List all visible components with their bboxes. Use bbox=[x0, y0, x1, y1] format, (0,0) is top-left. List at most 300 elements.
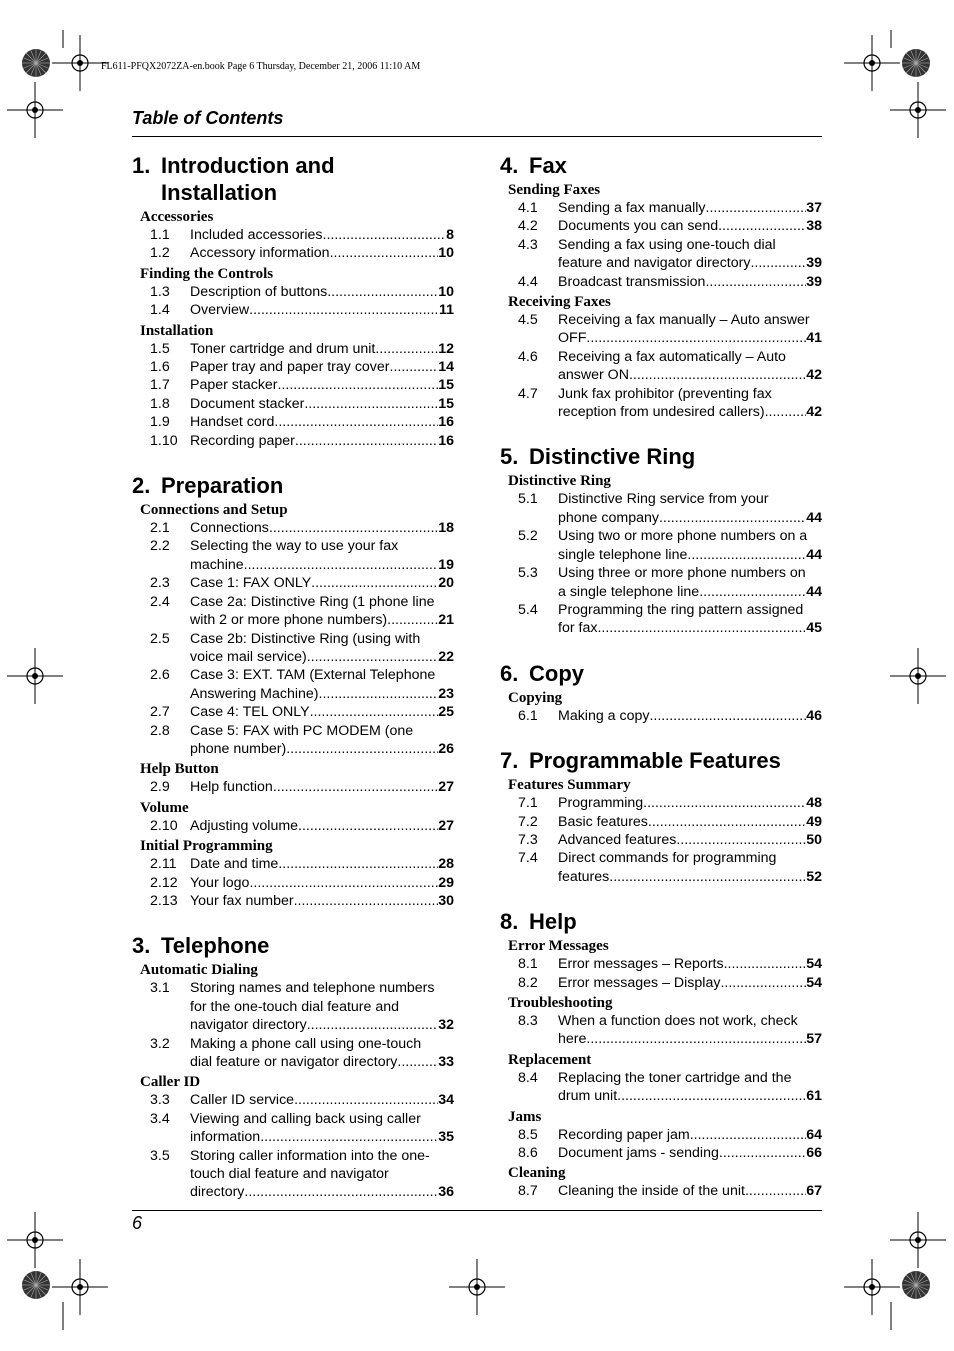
entry-page-number: 27 bbox=[438, 779, 454, 796]
chapter-heading[interactable] bbox=[500, 660, 822, 687]
entry-page-number: 23 bbox=[438, 685, 454, 702]
entry-number: 8.2 bbox=[518, 974, 538, 991]
toc-entry[interactable] bbox=[500, 199, 822, 217]
dot-leader bbox=[249, 301, 439, 319]
entry-number: 3.2 bbox=[150, 1035, 170, 1052]
dot-leader bbox=[706, 199, 807, 217]
chapter-number: 4. bbox=[500, 153, 519, 178]
entry-page-number: 44 bbox=[806, 509, 822, 526]
entry-text-line: feature and navigator directory bbox=[558, 255, 751, 272]
entry-last-line bbox=[558, 509, 822, 527]
dot-leader bbox=[718, 217, 806, 235]
entry-text-line: Storing caller information into the one- bbox=[190, 1147, 430, 1164]
entry-page-number: 15 bbox=[438, 377, 454, 394]
entry-page-number: 54 bbox=[806, 974, 822, 991]
entry-text-line: Case 1: FAX ONLY bbox=[190, 575, 312, 592]
crosshair-dot bbox=[869, 1284, 875, 1290]
dot-leader bbox=[304, 395, 438, 413]
entry-text-line: Case 4: TEL ONLY bbox=[190, 704, 310, 721]
entry-text-line: touch dial feature and navigator bbox=[190, 1166, 389, 1183]
crosshair-dot bbox=[32, 1237, 38, 1243]
dot-leader bbox=[311, 574, 438, 592]
entry-text bbox=[190, 817, 454, 835]
entry-text bbox=[190, 630, 454, 667]
chapter-title bbox=[161, 152, 454, 206]
entry-last-line bbox=[190, 817, 454, 835]
chapter-title bbox=[529, 908, 822, 935]
entry-text bbox=[558, 564, 822, 601]
entry-last-line bbox=[558, 707, 822, 725]
dot-leader bbox=[260, 1128, 438, 1146]
entry-number: 2.8 bbox=[150, 722, 170, 739]
toc-entry[interactable] bbox=[132, 395, 454, 413]
entry-last-line bbox=[558, 199, 822, 217]
toc-entry[interactable] bbox=[132, 666, 454, 703]
toc-entry[interactable] bbox=[500, 813, 822, 831]
entry-page-number: 38 bbox=[806, 218, 822, 235]
dot-leader bbox=[249, 874, 438, 892]
entry-page-number: 20 bbox=[438, 575, 454, 592]
entry-last-line bbox=[558, 583, 822, 601]
dot-leader bbox=[397, 1053, 438, 1071]
toc-entry[interactable] bbox=[132, 244, 454, 262]
section-heading: Distinctive Ring bbox=[508, 473, 611, 490]
entry-text-line: reception from undesired callers) bbox=[558, 404, 765, 421]
entry-text bbox=[190, 226, 454, 244]
chapter-title-line: Distinctive Ring bbox=[529, 444, 696, 470]
crosshair-dot bbox=[915, 1237, 921, 1243]
dot-leader bbox=[690, 1126, 807, 1144]
section-heading: Initial Programming bbox=[140, 838, 273, 855]
section-heading: Volume bbox=[140, 799, 189, 816]
toc-entry[interactable] bbox=[132, 226, 454, 244]
dot-leader bbox=[286, 740, 438, 758]
entry-text bbox=[190, 778, 454, 796]
entry-text-line: Receiving a fax manually – Auto answer bbox=[558, 312, 810, 329]
entry-page-number: 37 bbox=[806, 200, 822, 216]
page-title: Table of Contents bbox=[132, 108, 284, 128]
dot-leader bbox=[745, 1182, 806, 1200]
entry-last-line bbox=[558, 1030, 822, 1048]
dot-leader bbox=[330, 244, 439, 262]
entry-page-number: 22 bbox=[438, 648, 454, 665]
dot-leader bbox=[294, 1091, 438, 1109]
toc-entry[interactable] bbox=[132, 519, 454, 537]
toc-entry[interactable] bbox=[132, 537, 454, 574]
section-heading: Error Messages bbox=[508, 938, 609, 955]
entry-last-line bbox=[558, 273, 822, 291]
dot-leader bbox=[327, 283, 438, 301]
entry-page-number: 28 bbox=[438, 856, 454, 873]
toc-entry[interactable] bbox=[132, 778, 454, 796]
entry-text-line: features bbox=[558, 868, 610, 885]
entry-text bbox=[558, 974, 822, 992]
toc-entry[interactable] bbox=[132, 574, 454, 592]
entry-text bbox=[558, 955, 822, 973]
entry-last-line bbox=[190, 874, 454, 892]
dot-leader bbox=[765, 403, 807, 421]
entry-last-line bbox=[190, 226, 454, 244]
entry-last-line bbox=[558, 868, 822, 886]
entry-text bbox=[190, 892, 454, 910]
chapter-heading[interactable] bbox=[500, 747, 822, 774]
toc-entry[interactable] bbox=[132, 1091, 454, 1109]
entry-text bbox=[558, 199, 822, 217]
dot-leader bbox=[648, 813, 806, 831]
entry-last-line bbox=[190, 1183, 454, 1201]
entry-page-number: 19 bbox=[438, 556, 454, 573]
entry-text bbox=[190, 1035, 454, 1072]
entry-text-line: information bbox=[190, 1129, 261, 1146]
entry-page-number: 39 bbox=[806, 255, 822, 272]
entry-text bbox=[558, 527, 822, 564]
section-heading: Automatic Dialing bbox=[140, 962, 258, 979]
dot-leader bbox=[269, 519, 438, 537]
entry-text bbox=[190, 340, 454, 358]
toc-entry[interactable] bbox=[132, 301, 454, 319]
entry-page-number: 12 bbox=[438, 340, 454, 357]
entry-text-line: Case 3: EXT. TAM (External Telephone bbox=[190, 667, 436, 684]
entry-text bbox=[190, 666, 454, 703]
entry-page-number: 50 bbox=[806, 831, 822, 848]
entry-last-line bbox=[190, 892, 454, 910]
section-heading: Sending Faxes bbox=[508, 182, 601, 198]
entry-text-line: Junk fax prohibitor (preventing fax bbox=[558, 385, 772, 402]
entry-number: 4.3 bbox=[518, 236, 538, 253]
dot-leader bbox=[750, 254, 806, 272]
dot-leader bbox=[244, 1183, 438, 1201]
toc-entry[interactable] bbox=[132, 413, 454, 431]
entry-last-line bbox=[558, 974, 822, 992]
entry-number: 4.2 bbox=[518, 218, 538, 235]
chapter-heading[interactable] bbox=[132, 932, 454, 959]
entry-text-line: for the one-touch dial feature and bbox=[190, 998, 400, 1015]
entry-last-line bbox=[190, 413, 454, 431]
entry-last-line bbox=[558, 254, 822, 272]
entry-last-line bbox=[558, 217, 822, 235]
chapter-heading[interactable] bbox=[500, 152, 822, 179]
toc-entry[interactable] bbox=[500, 1126, 822, 1144]
toc-entry[interactable] bbox=[500, 348, 822, 385]
entry-page-number: 42 bbox=[806, 404, 822, 421]
entry-text-line: Programming bbox=[558, 795, 644, 812]
section-heading: Help Button bbox=[140, 761, 219, 778]
entry-text-line: Recording paper jam bbox=[558, 1126, 690, 1143]
toc-entry[interactable] bbox=[500, 974, 822, 992]
dot-leader bbox=[649, 707, 806, 725]
entry-text-line: Making a copy bbox=[558, 707, 650, 724]
entry-text bbox=[190, 722, 454, 759]
entry-number: 2.1 bbox=[150, 520, 170, 537]
entry-last-line bbox=[190, 778, 454, 796]
entry-text-line: directory bbox=[190, 1184, 245, 1201]
entry-text-line: phone company bbox=[558, 509, 659, 526]
chapter-number: 5. bbox=[500, 444, 519, 470]
toc-entry[interactable] bbox=[500, 527, 822, 564]
dot-leader bbox=[705, 273, 806, 291]
entry-text-line: Broadcast transmission bbox=[558, 273, 706, 290]
dot-leader bbox=[643, 794, 806, 812]
entry-text-line: Your logo bbox=[190, 874, 250, 891]
entry-text bbox=[190, 1147, 454, 1202]
entry-last-line bbox=[558, 329, 822, 347]
toc-entry[interactable] bbox=[500, 831, 822, 849]
entry-text bbox=[558, 1069, 822, 1106]
entry-text bbox=[190, 874, 454, 892]
entry-text-line: Answering Machine) bbox=[190, 685, 319, 702]
dot-leader bbox=[274, 413, 438, 431]
toc-entry[interactable] bbox=[500, 1069, 822, 1106]
toc-entry[interactable] bbox=[500, 849, 822, 886]
entry-text-line: for fax bbox=[558, 620, 598, 637]
entry-number: 1.3 bbox=[150, 283, 170, 300]
toc-entry[interactable] bbox=[132, 722, 454, 759]
toc-entry[interactable] bbox=[132, 340, 454, 358]
toc-entry[interactable] bbox=[132, 817, 454, 835]
entry-page-number: 10 bbox=[438, 245, 454, 262]
entry-last-line bbox=[558, 619, 822, 637]
entry-last-line bbox=[190, 376, 454, 394]
entry-number: 1.9 bbox=[150, 414, 170, 431]
entry-page-number: 34 bbox=[438, 1092, 454, 1109]
entry-text bbox=[558, 601, 822, 638]
entry-number: 8.5 bbox=[518, 1126, 538, 1143]
entry-number: 1.1 bbox=[150, 227, 170, 243]
toc-entry[interactable] bbox=[132, 855, 454, 873]
entry-text bbox=[558, 849, 822, 886]
entry-page-number: 29 bbox=[438, 874, 454, 891]
entry-text-line: Using two or more phone numbers on a bbox=[558, 528, 808, 545]
entry-last-line bbox=[190, 519, 454, 537]
toc-column-right bbox=[500, 152, 822, 1223]
entry-text-line: OFF bbox=[558, 330, 587, 347]
entry-text bbox=[190, 395, 454, 413]
entry-number: 5.2 bbox=[518, 528, 538, 545]
entry-last-line bbox=[190, 740, 454, 758]
entry-number: 4.6 bbox=[518, 348, 538, 365]
entry-last-line bbox=[558, 1182, 822, 1200]
section-heading: Finding the Controls bbox=[140, 265, 274, 282]
dot-leader bbox=[310, 703, 439, 721]
entry-number: 4.7 bbox=[518, 385, 538, 402]
chapter-heading[interactable] bbox=[500, 908, 822, 935]
section-heading: Installation bbox=[140, 322, 214, 339]
entry-text-line: Connections bbox=[190, 520, 269, 537]
chapter-heading[interactable] bbox=[500, 443, 822, 470]
entry-text-line: Document stacker bbox=[190, 395, 305, 412]
entry-last-line bbox=[190, 1128, 454, 1146]
chapter-number: 8. bbox=[500, 909, 519, 935]
entry-text-line: Handset cord bbox=[190, 414, 275, 431]
entry-text bbox=[558, 311, 822, 348]
entry-text bbox=[558, 707, 822, 725]
entry-number: 1.7 bbox=[150, 377, 170, 394]
toc-entry[interactable] bbox=[132, 892, 454, 910]
entry-text bbox=[190, 1110, 454, 1147]
entry-page-number: 66 bbox=[806, 1145, 822, 1161]
toc-entry[interactable] bbox=[132, 1147, 454, 1202]
entry-text-line: Sending a fax using one-touch dial bbox=[558, 236, 776, 253]
toc-entry[interactable] bbox=[132, 630, 454, 667]
toc-chapter bbox=[132, 472, 454, 910]
entry-text bbox=[558, 236, 822, 273]
entry-page-number: 33 bbox=[438, 1054, 454, 1070]
chapter-title bbox=[529, 443, 822, 470]
chapter-heading[interactable] bbox=[132, 472, 454, 499]
toc-entry[interactable] bbox=[500, 273, 822, 291]
entry-last-line bbox=[190, 1091, 454, 1109]
entry-text-line: voice mail service) bbox=[190, 648, 307, 665]
entry-text bbox=[190, 574, 454, 592]
chapter-title-line: Programmable Features bbox=[529, 748, 781, 774]
entry-page-number: 8 bbox=[446, 227, 454, 243]
entry-number: 2.9 bbox=[150, 779, 170, 796]
entry-text-line: When a function does not work, check bbox=[558, 1012, 798, 1029]
section-heading: Cleaning bbox=[508, 1165, 566, 1182]
toc-entry[interactable] bbox=[500, 707, 822, 725]
entry-text-line: Programming the ring pattern assigned bbox=[558, 601, 804, 618]
page-number: 6 bbox=[132, 1213, 143, 1233]
dot-leader bbox=[298, 817, 438, 835]
entry-text bbox=[190, 593, 454, 630]
entry-last-line bbox=[190, 685, 454, 703]
entry-page-number: 44 bbox=[806, 546, 822, 563]
chapter-title bbox=[161, 472, 454, 499]
toc-entry[interactable] bbox=[500, 490, 822, 527]
entry-text-line: Case 5: FAX with PC MODEM (one bbox=[190, 722, 414, 739]
entry-text-line: with 2 or more phone numbers) bbox=[190, 612, 388, 629]
toc-entry[interactable] bbox=[500, 311, 822, 348]
entry-page-number: 30 bbox=[438, 892, 454, 909]
entry-page-number: 48 bbox=[806, 795, 822, 812]
entry-number: 8.7 bbox=[518, 1183, 538, 1200]
toc-entry[interactable] bbox=[500, 236, 822, 273]
entry-number: 2.2 bbox=[150, 538, 170, 555]
entry-text-line: Document jams - sending bbox=[558, 1145, 719, 1161]
section-heading: Copying bbox=[508, 689, 563, 706]
dot-leader bbox=[390, 358, 439, 376]
entry-last-line bbox=[558, 366, 822, 384]
entry-number: 2.10 bbox=[150, 817, 178, 834]
entry-text bbox=[190, 537, 454, 574]
entry-number: 1.8 bbox=[150, 395, 170, 412]
entry-text bbox=[190, 979, 454, 1034]
entry-text-line: Description of buttons bbox=[190, 283, 328, 300]
entry-number: 1.10 bbox=[150, 432, 178, 449]
toc-entry[interactable] bbox=[500, 601, 822, 638]
entry-text bbox=[558, 794, 822, 812]
entry-text-line: phone number) bbox=[190, 740, 287, 757]
toc-entry[interactable] bbox=[132, 358, 454, 376]
toc-entry[interactable] bbox=[500, 794, 822, 812]
toc-entry[interactable] bbox=[500, 955, 822, 973]
dot-leader bbox=[617, 1087, 806, 1105]
entry-number: 7.4 bbox=[518, 850, 538, 867]
toc-entry[interactable] bbox=[132, 432, 454, 450]
dot-leader bbox=[586, 1030, 806, 1048]
entry-page-number: 44 bbox=[806, 583, 822, 600]
entry-text-line: single telephone line bbox=[558, 546, 688, 563]
entry-page-number: 57 bbox=[806, 1031, 822, 1048]
entry-page-number: 21 bbox=[438, 612, 454, 629]
section-heading: Features Summary bbox=[508, 777, 631, 794]
entry-number: 3.5 bbox=[150, 1147, 170, 1164]
toc-entry[interactable] bbox=[500, 1144, 822, 1162]
entry-number: 2.6 bbox=[150, 667, 170, 684]
entry-text-line: drum unit bbox=[558, 1088, 618, 1105]
chapter-number: 1. bbox=[132, 153, 151, 178]
entry-text-line: Making a phone call using one-touch bbox=[190, 1035, 422, 1052]
entry-text-line: Storing names and telephone numbers bbox=[190, 980, 435, 997]
toc-entry[interactable] bbox=[500, 1012, 822, 1049]
section-heading: Jams bbox=[508, 1108, 542, 1125]
entry-text-line: a single telephone line bbox=[558, 583, 700, 600]
dot-leader bbox=[375, 340, 438, 358]
toc-entry[interactable] bbox=[132, 874, 454, 892]
crosshair-dot bbox=[474, 1284, 480, 1290]
dot-leader bbox=[629, 366, 806, 384]
toc-entry[interactable] bbox=[132, 376, 454, 394]
toc-entry[interactable] bbox=[132, 1110, 454, 1147]
entry-text-line: Included accessories bbox=[190, 227, 323, 243]
entry-page-number: 61 bbox=[806, 1088, 822, 1105]
entry-text-line: Receiving a fax automatically – Auto bbox=[558, 348, 786, 365]
entry-page-number: 39 bbox=[806, 273, 822, 290]
toc-entry[interactable] bbox=[132, 593, 454, 630]
chapter-heading[interactable] bbox=[132, 152, 454, 206]
entry-page-number: 67 bbox=[806, 1183, 822, 1200]
entry-number: 4.5 bbox=[518, 312, 538, 329]
entry-number: 2.12 bbox=[150, 874, 178, 891]
entry-number: 2.3 bbox=[150, 575, 170, 592]
entry-text-line: Adjusting volume bbox=[190, 817, 299, 834]
section-heading: Replacement bbox=[508, 1051, 592, 1068]
entry-text bbox=[190, 432, 454, 450]
toc-entry[interactable] bbox=[500, 1182, 822, 1200]
dot-leader bbox=[719, 1144, 806, 1162]
entry-text bbox=[190, 244, 454, 262]
crosshair-dot bbox=[77, 1284, 83, 1290]
toc-entry[interactable] bbox=[132, 703, 454, 721]
entry-last-line bbox=[558, 831, 822, 849]
entry-number: 3.3 bbox=[150, 1092, 170, 1109]
entry-page-number: 10 bbox=[438, 283, 454, 300]
entry-text bbox=[190, 855, 454, 873]
entry-last-line bbox=[558, 1144, 822, 1162]
entry-page-number: 42 bbox=[806, 367, 822, 384]
entry-text-line: Your fax number bbox=[190, 892, 294, 909]
toc-entry[interactable] bbox=[500, 564, 822, 601]
toc-entry[interactable] bbox=[500, 217, 822, 235]
entry-last-line bbox=[558, 1087, 822, 1105]
dot-leader bbox=[307, 1016, 439, 1034]
entry-text bbox=[558, 1012, 822, 1049]
dot-leader bbox=[278, 376, 439, 394]
toc-entry[interactable] bbox=[500, 385, 822, 422]
entry-text bbox=[190, 519, 454, 537]
toc-entry[interactable] bbox=[132, 283, 454, 301]
entry-page-number: 41 bbox=[806, 330, 822, 347]
entry-text-line: Using three or more phone numbers on bbox=[558, 565, 806, 582]
toc-entry[interactable] bbox=[132, 1035, 454, 1072]
dot-leader bbox=[319, 685, 439, 703]
entry-number: 2.4 bbox=[150, 593, 170, 610]
chapter-title-line: Introduction and bbox=[161, 153, 335, 178]
entry-last-line bbox=[558, 813, 822, 831]
toc-entry[interactable] bbox=[132, 979, 454, 1034]
entry-page-number: 25 bbox=[438, 704, 454, 721]
chapter-title-line: Copy bbox=[529, 660, 584, 686]
